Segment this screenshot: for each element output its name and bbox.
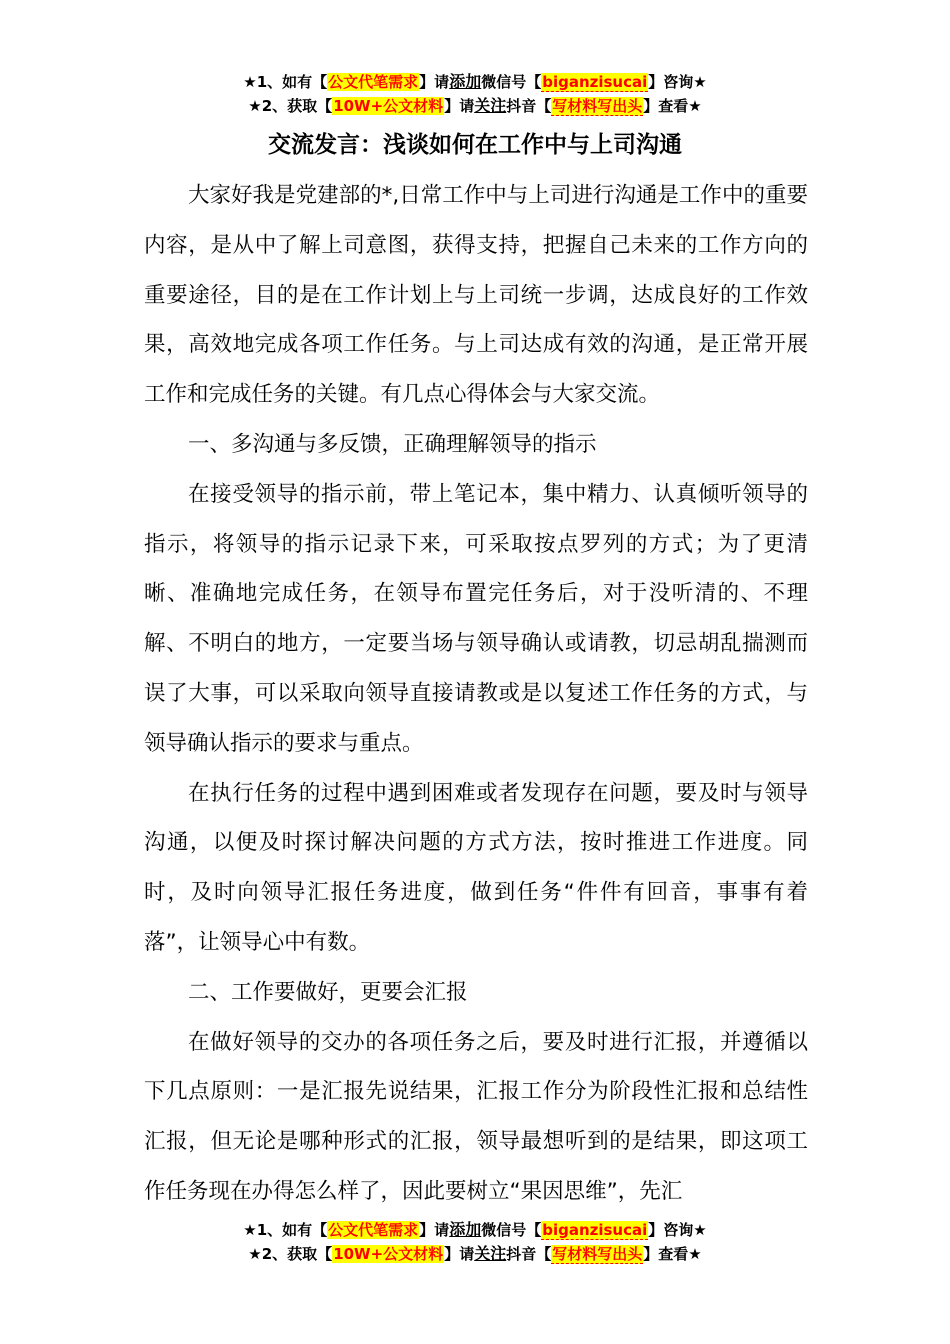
highlight-materials: 10W+公文材料 bbox=[333, 97, 444, 115]
footer-banner bbox=[0, 1218, 950, 1266]
highlight-service: 公文代笔需求 bbox=[328, 1221, 419, 1239]
body-paragraph: 大家好我是党建部的*,日常工作中与上司进行沟通是工作中的重要内容，是从中了解上司意图，获得支持，把握自己未来的工作方向的重要途径，目的是在工作计划上与上司统一步调，达成良好的工作效果，高效地完成各项工作任务。与上司达成有效的沟通，是正常开展工作和完成任务的关键。有几点心得体会与大家交流。 bbox=[144, 183, 808, 408]
banner-line-2 bbox=[0, 1242, 950, 1266]
banner-text: 】请 bbox=[444, 1245, 475, 1263]
section-heading: 二、工作要做好，更要会汇报 bbox=[188, 979, 468, 1005]
highlight-wechat-id: biganzisucai bbox=[542, 73, 648, 91]
banner-text: ★1、如有【 bbox=[243, 1221, 328, 1239]
banner-text: 】查看★ bbox=[643, 97, 702, 115]
banner-emphasis: 关注 bbox=[474, 1244, 507, 1263]
section-heading: 一、多沟通与多反馈，正确理解领导的指示 bbox=[188, 431, 597, 457]
banner-text: 】请 bbox=[419, 1221, 450, 1239]
body-paragraph: 在执行任务的过程中遇到困难或者发现存在问题，要及时与领导沟通，以便及时探讨解决问题的方式方法，按时推进工作进度。同时，及时向领导汇报任务进度，做到任务“件件有回音，事事有着落”，让领导心中有数。 bbox=[144, 780, 808, 955]
banner-emphasis: 添加 bbox=[449, 1220, 482, 1239]
highlight-materials: 10W+公文材料 bbox=[333, 1245, 444, 1263]
banner-line-2 bbox=[0, 94, 950, 118]
banner-line-1 bbox=[0, 70, 950, 94]
banner-text: 】咨询★ bbox=[648, 1221, 707, 1239]
banner-text: ★2、获取【 bbox=[248, 97, 333, 115]
highlight-wechat-id: biganzisucai bbox=[542, 1221, 648, 1239]
body-paragraph: 在做好领导的交办的各项任务之后，要及时进行汇报，并遵循以下几点原则：一是汇报先说结果，汇报工作分为阶段性汇报和总结性汇报，但无论是哪种形式的汇报，领导最想听到的是结果，即这项工作任务现在办得怎么样了，因此要树立“果因思维”，先汇 bbox=[144, 1029, 808, 1204]
banner-text: 抖音【 bbox=[506, 1245, 552, 1263]
banner-text: 】咨询★ bbox=[648, 73, 707, 91]
banner-text: 抖音【 bbox=[506, 97, 552, 115]
document-body bbox=[144, 171, 808, 1217]
banner-text: 】请 bbox=[419, 73, 450, 91]
banner-text: 微信号【 bbox=[481, 73, 542, 91]
header-banner bbox=[0, 70, 950, 118]
highlight-douyin-id: 写材料写出头 bbox=[552, 97, 643, 115]
highlight-douyin-id: 写材料写出头 bbox=[552, 1245, 643, 1263]
document-title: 交流发言：浅谈如何在工作中与上司沟通 bbox=[268, 132, 682, 158]
banner-emphasis: 添加 bbox=[449, 72, 482, 91]
highlight-service: 公文代笔需求 bbox=[328, 73, 419, 91]
banner-text: 】查看★ bbox=[643, 1245, 702, 1263]
banner-text: 】请 bbox=[444, 97, 475, 115]
banner-text: 微信号【 bbox=[481, 1221, 542, 1239]
banner-text: ★1、如有【 bbox=[243, 73, 328, 91]
body-paragraph: 在接受领导的指示前，带上笔记本，集中精力、认真倾听领导的指示，将领导的指示记录下来，可采取按点罗列的方式；为了更清晰、准确地完成任务，在领导布置完任务后，对于没听清的、不理解、不明白的地方，一定要当场与领导确认或请教，切忌胡乱揣测而误了大事，可以采取向领导直接请教或是以复述工作任务的方式，与领导确认指示的要求与重点。 bbox=[144, 481, 808, 756]
banner-emphasis: 关注 bbox=[474, 96, 507, 115]
banner-text: ★2、获取【 bbox=[248, 1245, 333, 1263]
banner-line-1 bbox=[0, 1218, 950, 1242]
